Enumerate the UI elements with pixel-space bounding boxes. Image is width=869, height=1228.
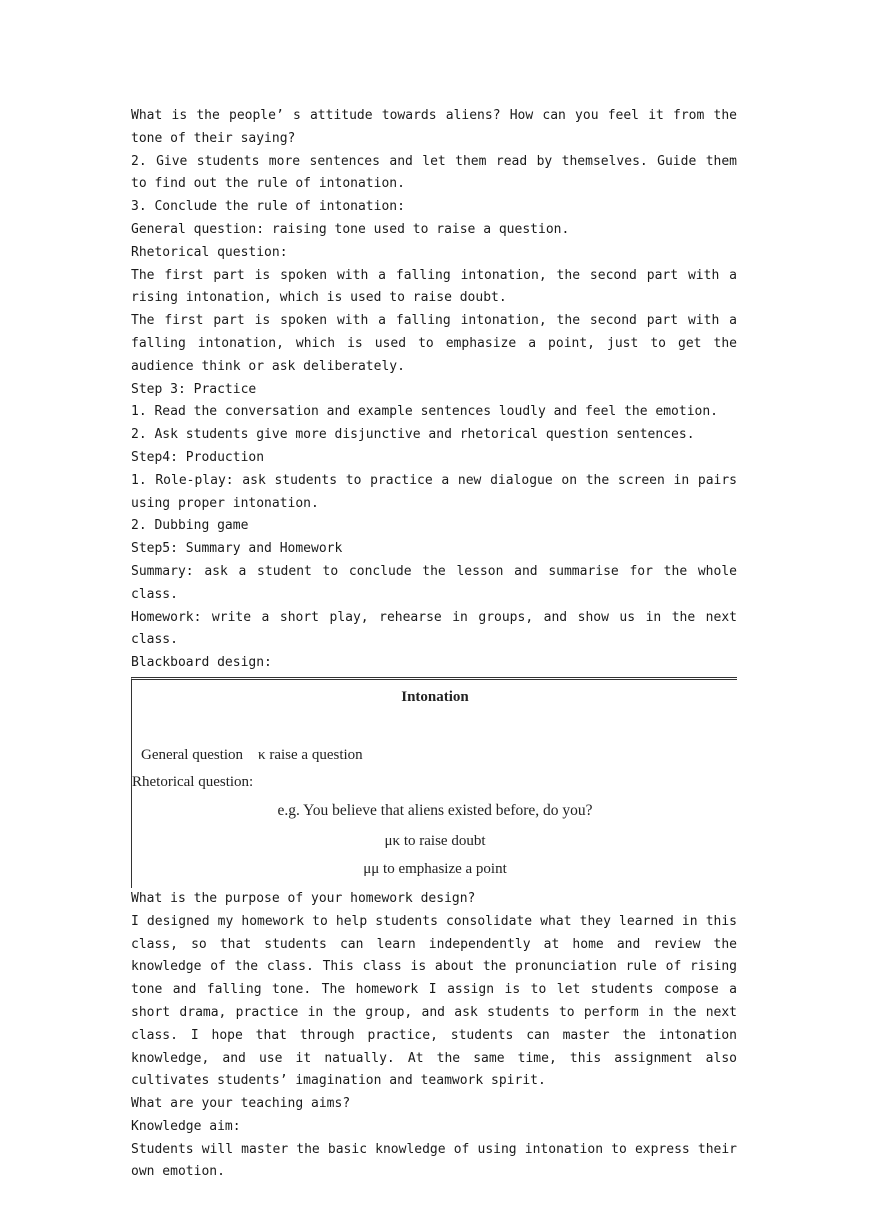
blackboard-title: Intonation (401, 688, 469, 705)
paragraph: Knowledge aim: (131, 1118, 241, 1134)
paragraph: Summary: ask a student to conclude the lesson and summarise for the whole class. (131, 563, 737, 602)
blackboard-rhetorical-question: Rhetorical question: (132, 773, 254, 790)
blackboard-general-question: General question κ raise a question (141, 746, 363, 763)
paragraph: What is the people’ s attitude towards aliens? How can you feel it from the tone of their saying? (131, 108, 737, 146)
blackboard-raise-doubt: μκ to raise doubt (384, 832, 486, 849)
paragraph: 2. Ask students give more disjunctive and rhetorical question sentences. (131, 427, 695, 443)
paragraph: I designed my homework to help students consolidate what they learned in this class, so that students can learn independently at home and review the knowledge of the class. This class is about the pronunciation rule of rising tone and falling tone. The homework I assign is to let students compose a short drama, practice in the group, and ask students to perform in the next class. I hope that through practice, students can master the intonation knowledge, and use it natually. At the same time, this assignment also cultivates students’ imagination and teamwork spirit. (131, 913, 737, 1089)
paragraph: Homework: write a short play, rehearse in groups, and show us in the next class. (131, 609, 737, 648)
paragraph: 2. Give students more sentences and let them read by themselves. Guide them to find out the rule of intonation. (131, 153, 737, 192)
paragraph: 1. Read the conversation and example sentences loudly and feel the emotion. (131, 404, 718, 420)
paragraph: The first part is spoken with a falling intonation, the second part with a rising intonation, which is used to raise doubt. (131, 267, 737, 306)
paragraph: Blackboard design: (131, 655, 272, 671)
blackboard-design (131, 677, 737, 888)
blackboard-emphasize-point: μμ to emphasize a point (363, 860, 507, 877)
step-heading: Step 3: Practice (131, 381, 257, 397)
paragraph: General question: raising tone used to raise a question. (131, 221, 570, 237)
paragraph: 2. Dubbing game (131, 518, 249, 534)
question-heading: What are your teaching aims? (131, 1096, 351, 1112)
paragraph: Students will master the basic knowledge of using intonation to express their own emotion. (131, 1141, 737, 1180)
paragraph: 1. Role-play: ask students to practice a new dialogue on the screen in pairs using proper intonation. (131, 472, 737, 511)
paragraph: 3. Conclude the rule of intonation: (131, 199, 405, 215)
question-heading: What is the purpose of your homework design? (131, 890, 476, 906)
paragraph: Rhetorical question: (131, 244, 288, 260)
step-heading: Step5: Summary and Homework (131, 541, 343, 557)
step-heading: Step4: Production (131, 449, 265, 465)
blackboard-example: e.g. You believe that aliens existed before, do you? (277, 801, 593, 819)
document-page (131, 105, 737, 1184)
paragraph: The first part is spoken with a falling intonation, the second part with a falling intonation, which is used to emphasize a point, just to get the audience think or ask deliberately. (131, 313, 737, 374)
